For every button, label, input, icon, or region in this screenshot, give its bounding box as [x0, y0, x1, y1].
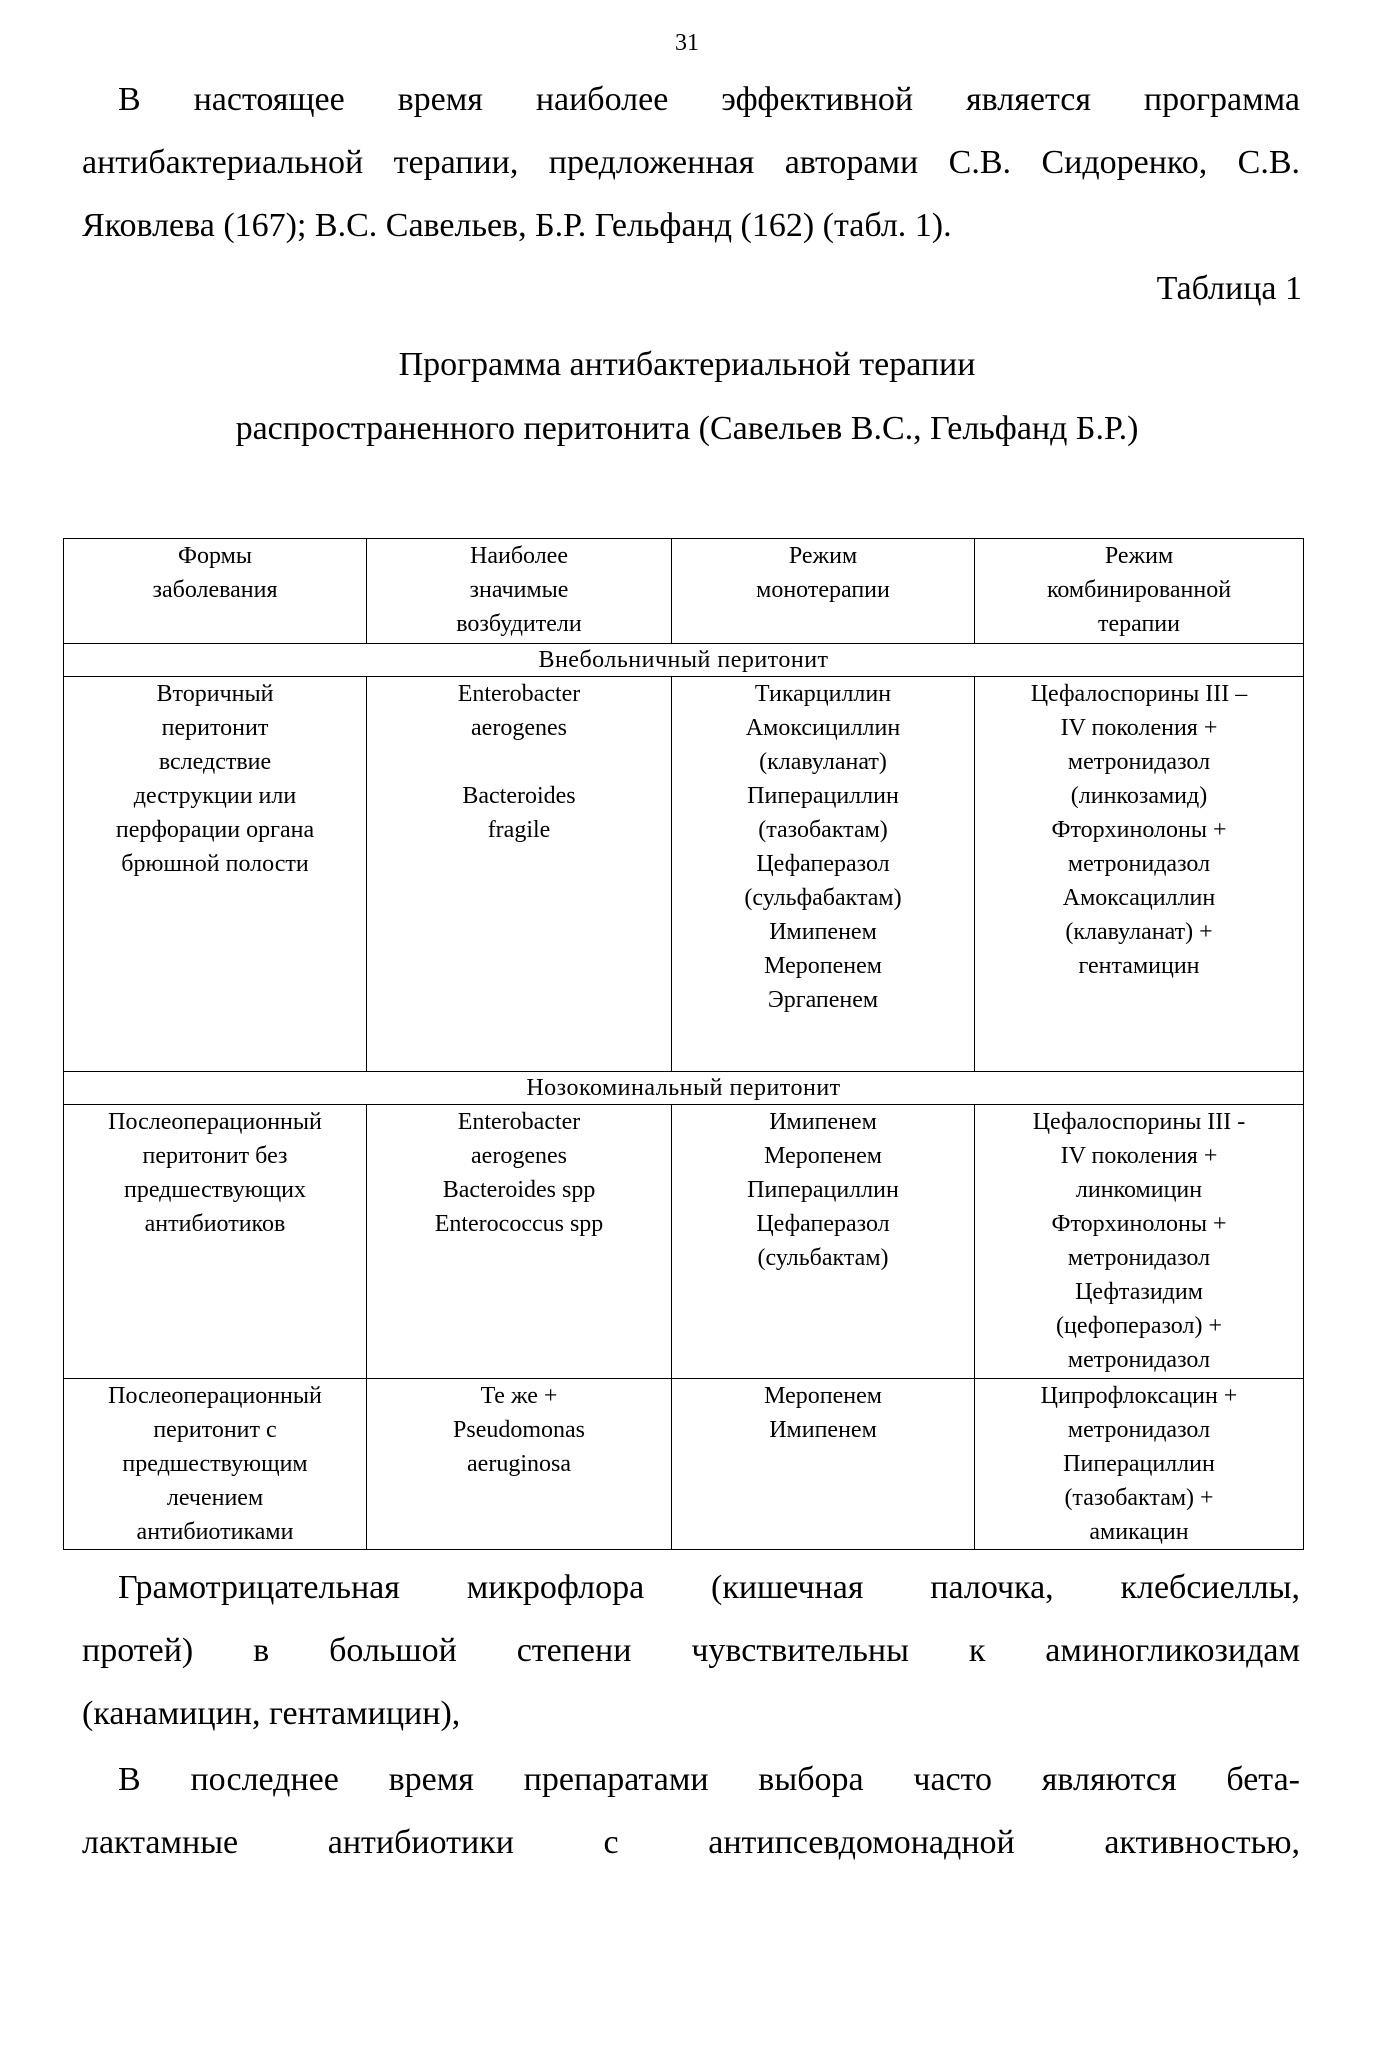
para2-line: (канамицин, гентамицин),	[82, 1695, 461, 1732]
cell-monotherapy: Имипенем Меропенем Пиперациллин Цефаперазол (сульбактам)	[672, 1105, 975, 1379]
table-title-line: Программа антибактериальной терапии	[398, 346, 976, 383]
header-forms: Формы заболевания	[64, 539, 367, 644]
table-header-row	[64, 539, 1304, 644]
header-monotherapy: Режим монотерапии	[672, 539, 975, 644]
page-number: 31	[675, 30, 699, 56]
cell-form: Послеоперационный перитонит с предшествующим лечением антибиотиками	[64, 1379, 367, 1550]
header-pathogens: Наиболее значимые возбудители	[367, 539, 672, 644]
cell-form: Послеоперационный перитонит без предшествующих антибиотиков	[64, 1105, 367, 1379]
section-nosocomial: Нозокоминальный перитонит	[64, 1072, 1304, 1105]
section-row	[64, 1072, 1304, 1105]
section-community-acquired: Внебольничный перитонит	[64, 644, 1304, 677]
cell-monotherapy: Тикарциллин Амоксициллин (клавуланат) Пиперациллин (тазобактам) Цефаперазол (сульфабактам) Имипенем Меропенем Эргапенем	[672, 677, 975, 1072]
intro-line: Яковлева (167); В.С. Савельев, Б.Р. Гельфанд (162) (табл. 1).	[82, 207, 952, 244]
therapy-table	[63, 538, 1304, 1550]
beta-lactam-paragraph	[82, 1748, 1300, 1874]
para2-line: протей) в большой степени чувствительны к аминогликозидам	[82, 1632, 1300, 1669]
gram-negative-paragraph	[82, 1556, 1300, 1745]
cell-combination: Цефалоспорины III - IV поколения + линкомицин Фторхинолоны + метронидазол Цефтазидим (цефоперазол) + метронидазол	[975, 1105, 1304, 1379]
table-title	[0, 333, 1374, 461]
table-row	[64, 1379, 1304, 1550]
intro-line: В настоящее время наиболее эффективной является программа	[118, 81, 1300, 118]
intro-paragraph	[82, 68, 1300, 257]
cell-combination: Цефалоспорины III – IV поколения + метронидазол (линкозамид) Фторхинолоны + метронидазол Амоксациллин (клавуланат) + гентамицин	[975, 677, 1304, 1072]
para3-line: лактамные антибиотики с антипсевдомонадной активностью,	[82, 1824, 1300, 1861]
table-label: Таблица 1	[1156, 270, 1302, 307]
cell-monotherapy: Меропенем Имипенем	[672, 1379, 975, 1550]
intro-line: антибактериальной терапии, предложенная авторами С.В. Сидоренко, С.В.	[82, 144, 1300, 181]
cell-form: Вторичный перитонит вследствие деструкции или перфорации органа брюшной полости	[64, 677, 367, 1072]
cell-pathogens: Enterobacter aerogenes Bacteroides spp Enterococcus spp	[367, 1105, 672, 1379]
header-combination: Режим комбинированной терапии	[975, 539, 1304, 644]
section-row	[64, 644, 1304, 677]
para3-line: В последнее время препаратами выбора часто являются бета-	[118, 1761, 1300, 1798]
cell-pathogens: Enterobacter aerogenes Bacteroides fragile	[367, 677, 672, 1072]
table-row	[64, 677, 1304, 1072]
cell-combination: Ципрофлоксацин + метронидазол Пиперациллин (тазобактам) + амикацин	[975, 1379, 1304, 1550]
cell-pathogens: Те же + Pseudomonas aeruginosa	[367, 1379, 672, 1550]
table-row	[64, 1105, 1304, 1379]
table-title-line: распространенного перитонита (Савельев В.С., Гельфанд Б.Р.)	[235, 410, 1139, 447]
para2-line: Грамотрицательная микрофлора (кишечная палочка, клебсиеллы,	[118, 1569, 1300, 1606]
